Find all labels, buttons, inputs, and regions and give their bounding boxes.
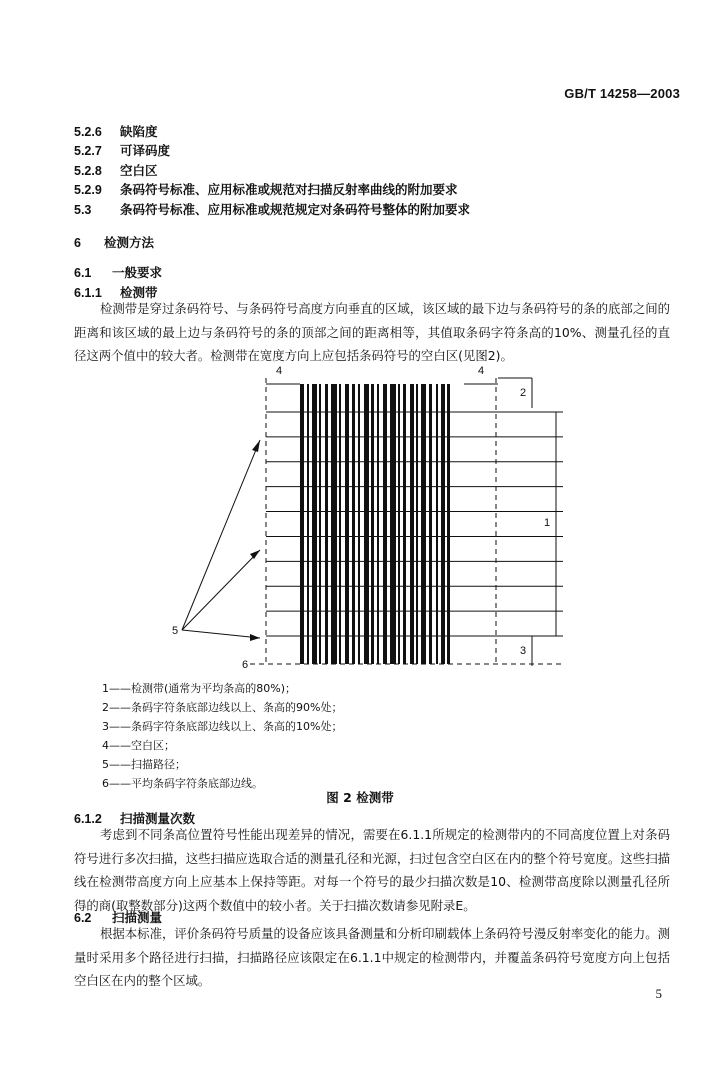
barcode-bar [371, 384, 374, 664]
section-heading: 6.1.1 检测带 [74, 285, 158, 300]
toc-item: 5.2.9 条码符号标准、应用标准或规范对扫描反射率曲线的附加要求 [74, 182, 458, 197]
standard-code: GB/T 14258—2003 [564, 86, 680, 101]
barcode-bars [300, 384, 450, 664]
paragraph-6-2: 根据本标准，评价条码符号质量的设备应该具备测量和分析印刷载体上条码符号漫反射率变化的能力。测量时采用多个路径进行扫描，扫描路径应该限定在6.1.1中规定的检测带内，并覆盖条码符号宽度方向上包括空白区在内的整个区域。 [74, 926, 670, 988]
quiet-zone-right-label: 4 [478, 365, 485, 377]
detection-band-figure [168, 360, 588, 676]
scan-path-label: 5 [172, 625, 179, 637]
barcode-bar [331, 384, 337, 664]
barcode-bar [377, 384, 379, 664]
dimension-2-label: 2 [520, 387, 527, 399]
legend-item: 2——条码字符条底部边线以上、条高的90%处； [102, 701, 343, 714]
barcode-bar [447, 384, 450, 664]
barcode-bar [398, 384, 400, 664]
barcode-bar [383, 384, 387, 664]
barcode-bar [312, 384, 317, 664]
page-number: 5 [655, 986, 662, 1001]
scan-arrow [182, 440, 260, 630]
paragraph-6-1-1: 检测带是穿过条码符号、与条码符号高度方向垂直的区域，该区域的最下边与条码符号的条的底部之间的距离和该区域的最上边与条码符号的条的顶部之间的距离相等，其值取条码字符条高的10%、测量孔径的直径这两个值中的较大者。检测带在宽度方向上应包括条码符号的空白区(见图2)。 [74, 301, 670, 363]
barcode-bar [441, 384, 445, 664]
legend-item: 6——平均条码字符条底部边线。 [102, 777, 263, 790]
section-heading: 6.1 一般要求 [74, 265, 163, 280]
dimension-3-label: 3 [520, 645, 527, 657]
dimension-1-label: 1 [544, 517, 551, 529]
toc-item: 5.2.6 缺陷度 [74, 124, 158, 139]
scan-arrow [182, 630, 260, 638]
legend-item: 5——扫描路径； [102, 758, 186, 771]
barcode-bar [358, 384, 360, 664]
section-heading: 6 检测方法 [74, 235, 155, 250]
barcode-bar [364, 384, 369, 664]
barcode-bar [307, 384, 309, 664]
scan-lines [266, 412, 563, 636]
barcode-bar [352, 384, 355, 664]
toc-item: 5.2.7 可译码度 [74, 143, 171, 158]
toc-item: 5.3 条码符号标准、应用标准或规范规定对条码符号整体的附加要求 [74, 202, 471, 217]
legend-item: 1——检测带(通常为平均条高的80%)； [102, 682, 297, 695]
legend-item: 4——空白区； [102, 739, 175, 752]
barcode-bar [436, 384, 438, 664]
barcode-bar [429, 384, 432, 664]
barcode-bar [339, 384, 341, 664]
barcode-bar [300, 384, 304, 664]
quiet-zone-left-label: 4 [276, 365, 283, 377]
scan-arrow [182, 550, 260, 630]
section-heading: 6.1.2 扫描测量次数 [74, 811, 196, 826]
barcode-bar [325, 384, 328, 664]
paragraph-6-1-2: 考虑到不同条高位置符号性能出现差异的情况，需要在6.1.1所规定的检测带内的不同高度位置上对条码符号进行多次扫描，这些扫描应选取合适的测量孔径和光源，扫过包含空白区在内的整个符号宽度。这些扫描线在检测带高度方向上应基本上保持等距。对每一个符号的最少扫描次数是10、检测带高度除以测量孔径所得的商(取整数部分)这两个数值中的较小者。关于扫描次数请参见附录E。 [74, 827, 670, 913]
toc-item: 5.2.8 空白区 [74, 163, 158, 178]
barcode-bar [416, 384, 418, 664]
legend-item: 3——条码字符条底部边线以上、条高的10%处； [102, 720, 343, 733]
barcode-bar [390, 384, 396, 664]
section-heading: 6.2 扫描测量 [74, 910, 163, 925]
barcode-bar [345, 384, 349, 664]
baseline-label: 6 [242, 659, 249, 671]
barcode-bar [421, 384, 426, 664]
barcode-bar [410, 384, 414, 664]
barcode-bar [403, 384, 406, 664]
figure-caption: 图 2 检测带 [326, 790, 394, 805]
barcode-bar [319, 384, 321, 664]
